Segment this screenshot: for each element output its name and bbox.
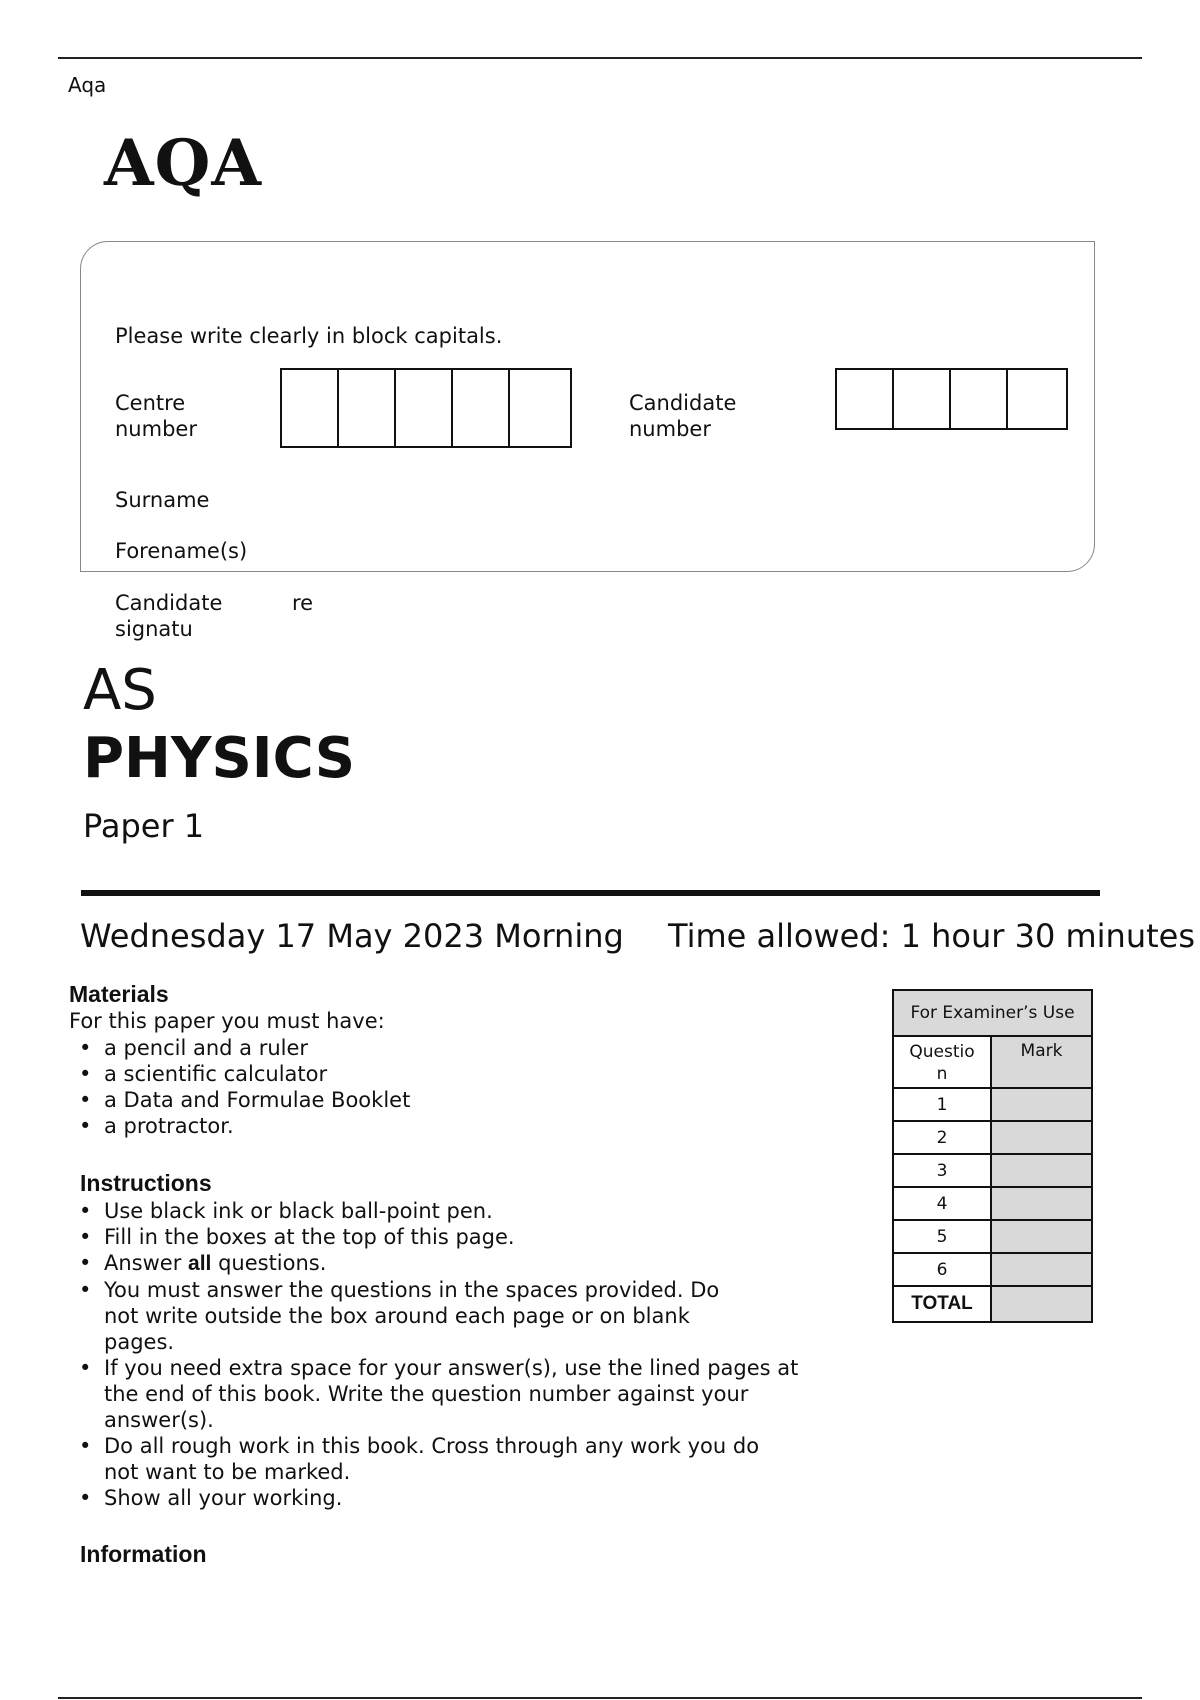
list-item: • a pencil and a ruler	[69, 1035, 410, 1061]
title-divider	[81, 890, 1100, 896]
list-item-text: questions.	[211, 1251, 327, 1275]
list-item: • a Data and Formulae Booklet	[69, 1087, 410, 1113]
paper-number: Paper 1	[83, 807, 205, 845]
list-item-line: • You must answer the questions in the spaces provided. Do	[104, 1278, 720, 1302]
total-mark-cell	[991, 1286, 1092, 1322]
signature-label-line-1: Candidate	[115, 591, 223, 615]
mark-cell	[991, 1220, 1092, 1253]
list-item: • Use black ink or black ball-point pen.	[69, 1198, 849, 1224]
question-header-line-1: Questio	[909, 1042, 975, 1062]
qualification-level: AS	[83, 658, 157, 723]
candidate-number-label-line-1: Candidate	[629, 391, 737, 415]
question-number: 5	[893, 1220, 991, 1253]
list-item-line: the end of this book. Write the question number against your	[104, 1382, 749, 1406]
mark-cell	[991, 1187, 1092, 1220]
candidate-number-label	[629, 390, 736, 442]
aqa-logo: AQA	[104, 126, 263, 201]
time-allowed: Time allowed: 1 hour 30 minutes	[668, 917, 1195, 955]
centre-number-label	[115, 390, 197, 442]
candidate-number-box[interactable]	[1008, 370, 1064, 428]
surname-label: Surname	[115, 488, 210, 512]
information-heading: Information	[80, 1541, 207, 1567]
list-item-line: answer(s).	[104, 1408, 214, 1432]
list-item	[69, 1224, 849, 1250]
examiner-use-table	[892, 989, 1093, 1323]
centre-number-box[interactable]	[339, 370, 396, 446]
block-capitals-instruction: Please write clearly in block capitals.	[115, 324, 503, 348]
list-item-line: • If you need extra space for your answer(s), use the lined pages at	[104, 1356, 799, 1380]
list-item	[69, 1433, 849, 1485]
candidate-number-box[interactable]	[837, 370, 894, 428]
materials-intro: For this paper you must have:	[69, 1009, 385, 1033]
list-item-line: • Do all rough work in this book. Cross through any work you do	[104, 1434, 760, 1458]
bottom-rule	[58, 1697, 1142, 1699]
exam-date-session: Wednesday 17 May 2023 Morning	[80, 917, 624, 955]
emphasis-text: all	[188, 1252, 212, 1275]
list-item-line: pages.	[104, 1330, 175, 1354]
signature-label-line-2: signatu	[115, 617, 193, 641]
mark-column-header: Mark	[991, 1036, 1092, 1088]
candidate-number-label-line-2: number	[629, 417, 711, 441]
question-number: 4	[893, 1187, 991, 1220]
centre-label-line-1: Centre	[115, 391, 186, 415]
question-number: 2	[893, 1121, 991, 1154]
centre-number-box[interactable]	[396, 370, 453, 446]
list-item	[69, 1355, 849, 1433]
list-item-text: Answer	[104, 1251, 189, 1275]
question-number: 1	[893, 1088, 991, 1121]
mark-cell	[991, 1154, 1092, 1187]
list-item: • a protractor.	[69, 1113, 410, 1139]
header-label: Aqa	[68, 73, 107, 97]
centre-number-box[interactable]	[510, 370, 566, 446]
signature-label	[115, 590, 222, 642]
examiner-table-title: For Examiner’s Use	[893, 990, 1092, 1036]
list-item-line: not write outside the box around each page or on blank	[104, 1304, 690, 1328]
list-item: • Show all your working.	[69, 1485, 849, 1511]
question-number: 3	[893, 1154, 991, 1187]
subject-title: PHYSICS	[83, 726, 356, 791]
materials-list	[69, 1035, 410, 1139]
question-header-line-2: n	[936, 1064, 948, 1084]
mark-cell	[991, 1121, 1092, 1154]
instructions-heading: Instructions	[80, 1170, 212, 1196]
signature-label-fragment: re	[292, 591, 314, 615]
list-item-text: Fill in the boxes at the top of this page.	[104, 1225, 515, 1249]
materials-heading: Materials	[69, 981, 169, 1007]
question-number: 6	[893, 1253, 991, 1286]
total-label: TOTAL	[893, 1286, 991, 1322]
candidate-number-boxes[interactable]	[835, 368, 1068, 430]
mark-cell	[991, 1253, 1092, 1286]
instructions-list	[69, 1198, 849, 1511]
list-item: • a scientific calculator	[69, 1061, 410, 1087]
mark-cell	[991, 1088, 1092, 1121]
list-item	[69, 1250, 849, 1277]
top-rule	[58, 57, 1142, 59]
centre-number-box[interactable]	[453, 370, 510, 446]
forenames-label: Forename(s)	[115, 539, 248, 563]
centre-label-line-2: number	[115, 417, 197, 441]
list-item	[69, 1277, 849, 1355]
centre-number-box[interactable]	[282, 370, 339, 446]
list-item-line: not want to be marked.	[104, 1460, 351, 1484]
question-column-header	[893, 1036, 991, 1088]
candidate-number-box[interactable]	[951, 370, 1008, 428]
centre-number-boxes[interactable]	[280, 368, 572, 448]
candidate-number-box[interactable]	[894, 370, 951, 428]
